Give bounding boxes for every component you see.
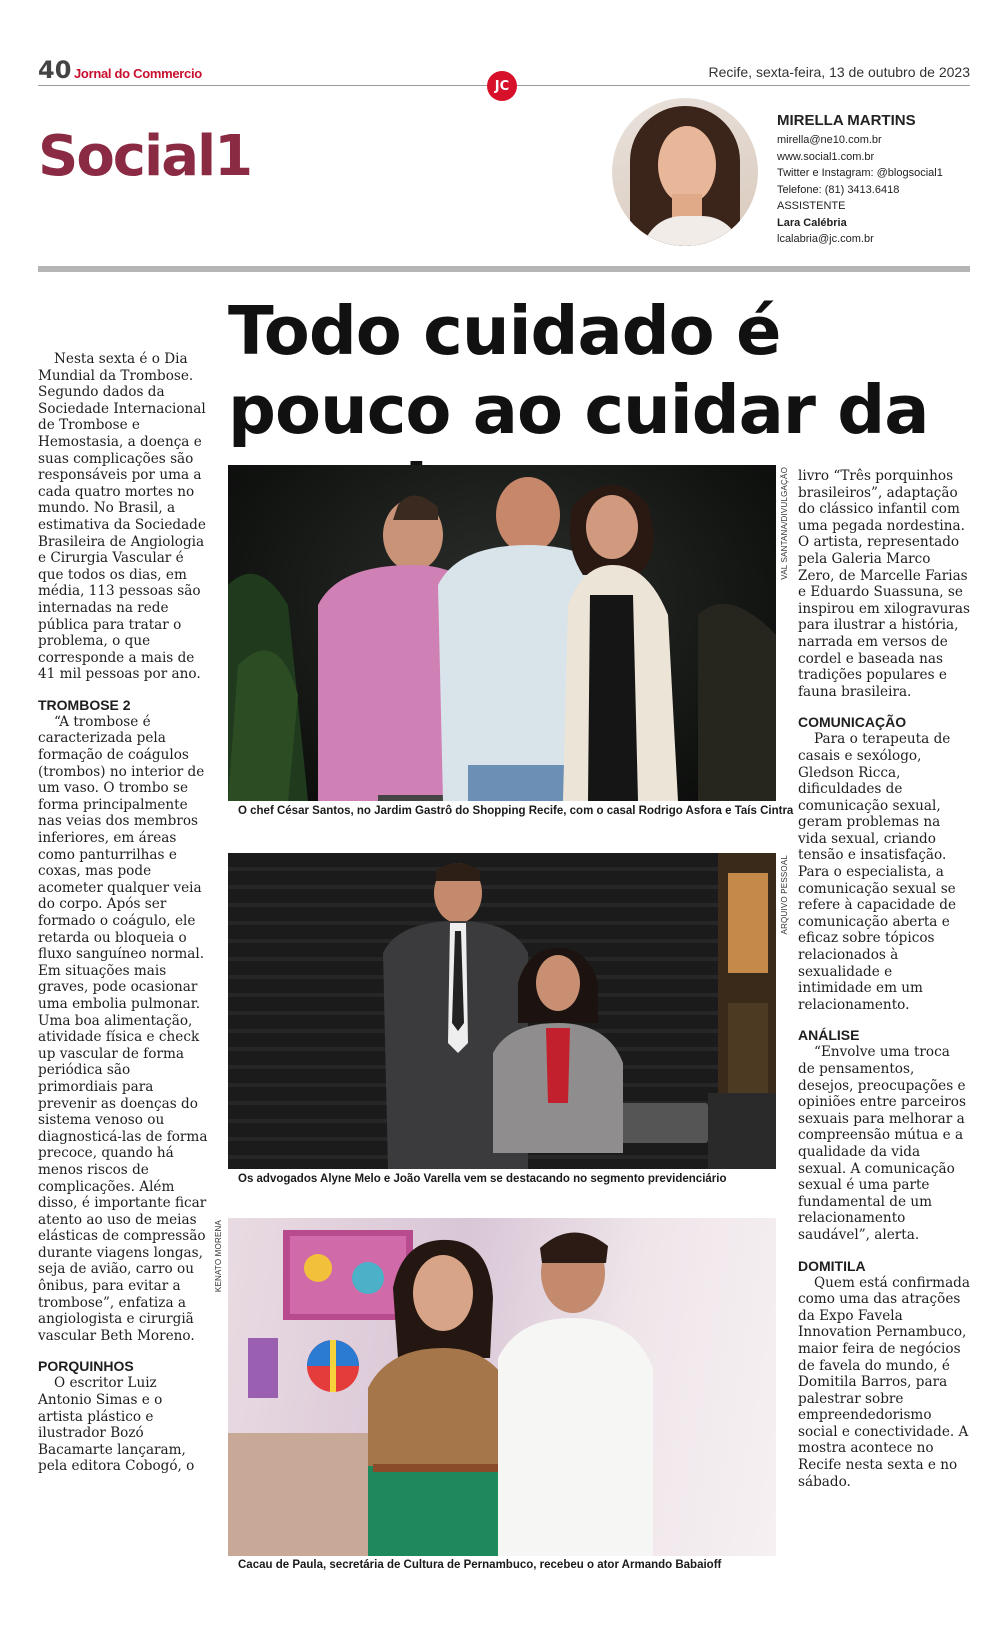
photo-lawyers-illustration (228, 853, 776, 1169)
subhead-domitila: DOMITILA (798, 1257, 866, 1274)
photo-caption-3: Cacau de Paula, secretária de Cultura de Pernambuco, recebeu o ator Armando Babaioff (238, 1559, 722, 1571)
photo-caption-1: O chef César Santos, no Jardim Gastrô do Shopping Recife, com o casal Rodrigo Asfora e Taís Cintra (238, 805, 794, 817)
paragraph-analise: “Envolve uma troca de pensamentos, desejos, preocupações e opiniões entre parceiros sexuais para melhorar a compreensão mútua e a qualidade da vida sexual. A comunicação sexual é uma parte fundamental de um relacionamento saudável”, alerta. (798, 1044, 966, 1243)
photo-culture (228, 1218, 776, 1556)
columnist-social: Twitter e Instagram: @blogsocial1 (777, 167, 943, 179)
photo-caption-2: Os advogados Alyne Melo e João Varella vem se destacando no segmento previdenciário (238, 1173, 727, 1185)
photo-credit-3: KENATO MORENA (214, 1220, 223, 1293)
paragraph-porquinhos: O escritor Luiz Antonio Simas e o artista plástico e ilustrador Bozó Bacamarte lançaram, pela editora Cobogó, o (38, 1375, 195, 1475)
columnist-portrait (612, 98, 758, 246)
dateline: Recife, sexta-feira, 13 de outubro de 2023 (708, 64, 970, 80)
headline: Todo cuidado é pouco ao cuidar da (228, 292, 929, 449)
section-title: Social1 (38, 124, 252, 189)
section-rule (38, 266, 970, 272)
subhead-porquinhos: PORQUINHOS (38, 1358, 134, 1375)
photo-lawyers (228, 853, 776, 1169)
paragraph-domitila: Quem está confirmada como uma das atrações da Expo Favela Innovation Pernambuco, maior feira de negócios de favela do mundo, é Domitila Barros, para palestrar sobre empreendedorismo social e conectividade. A mostra acontece no Recife nesta sexta e no sábado. (798, 1274, 970, 1490)
right-column (798, 468, 970, 1490)
assistant-name: Lara Calébria (777, 216, 847, 229)
newspaper-name: Jornal do Commercio (74, 66, 202, 81)
columnist-name: MIRELLA MARTINS (777, 112, 916, 129)
columnist-site: www.social1.com.br (777, 150, 875, 163)
photo-credit-1: VAL SANTANA/DIVULGAÇÃO (780, 467, 789, 580)
columnist-phone: Telefone: (81) 3413.6418 (777, 183, 900, 196)
photo-credit-2: ARQUIVO PESSOAL (780, 855, 789, 935)
subhead-trombose: TROMBOSE 2 (38, 696, 131, 713)
photo-culture-illustration (228, 1218, 776, 1556)
jc-logo: JC (487, 71, 517, 101)
columnist-contact (777, 112, 943, 248)
subhead-analise: ANÁLISE (798, 1027, 860, 1044)
intro-paragraph: Nesta sexta é o Dia Mundial da Trombose. Segundo dados da Sociedade Internacional de Trombose e Hemostasia, a doença e suas complicações são responsáveis por uma a cada quatro mortes no mundo. No Brasil, a estimativa da Sociedade Brasileira de Angiologia e Cirurgia Vascular é que todos os dias, em média, 113 pessoas são internadas na rede pública para tratar o problema, o que corresponde a mais de 41 mil pessoas por ano. (38, 351, 206, 683)
page-number: 40 (38, 56, 72, 84)
paragraph-porquinhos-cont: livro “Três porquinhos brasileiros”, adaptação do clássico infantil com uma pegada nordestina. O artista, representado pela Galeria Marco Zero, de Marcelle Farias e Eduardo Suassuna, se inspirou em xilogravuras para ilustrar a história, narrada em versos de cordel e baseada nas tradições populares e fauna brasileira. (798, 468, 971, 700)
paragraph-comunicacao: Para o terapeuta de casais e sexólogo, Gledson Ricca, dificuldades de comunicação sexual, geram problemas na vida sexual, criando tensão e insatisfação. Para o especialista, a comunicação sexual se refere à capacidade de comunicação aberta e eficaz sobre tópicos relacionados à sexualidade e intimidade em um relacionamento. (798, 731, 957, 1013)
assistant-email: lcalabria@jc.com.br (777, 233, 874, 245)
columnist-email: mirella@ne10.com.br (777, 134, 882, 146)
left-column (38, 351, 208, 1475)
photo-chef-illustration (228, 465, 776, 801)
photo-chef (228, 465, 776, 801)
paragraph-trombose: “A trombose é caracterizada pela formação de coágulos (trombos) no interior de um vaso. O trombo se forma principalmente nas veias dos membros inferiores, em áreas como panturrilhas e coxas, mas pode acometer qualquer veia do corpo. Após ser formado o coágulo, ele retarda ou bloqueia o fluxo sanguíneo normal. Em situações mais graves, pode ocasionar uma embolia pulmonar. Uma boa alimentação, atividade física e check up vascular de forma periódica são primordiais para prevenir as doenças do sistema venoso ou diagnosticá-las de forma precoce, quando há menos riscos de complicações. Além disso, é importante ficar atento ao uso de meias elásticas de compressão durante viagens longas, seja de avião, carro ou ônibus, para evitar a trombose”, enfatiza a angiologista e cirurgiã vascular Beth Moreno. (38, 713, 208, 1344)
assistant-label: ASSISTENTE (777, 200, 846, 212)
subhead-comunicacao: COMUNICAÇÃO (798, 714, 907, 731)
